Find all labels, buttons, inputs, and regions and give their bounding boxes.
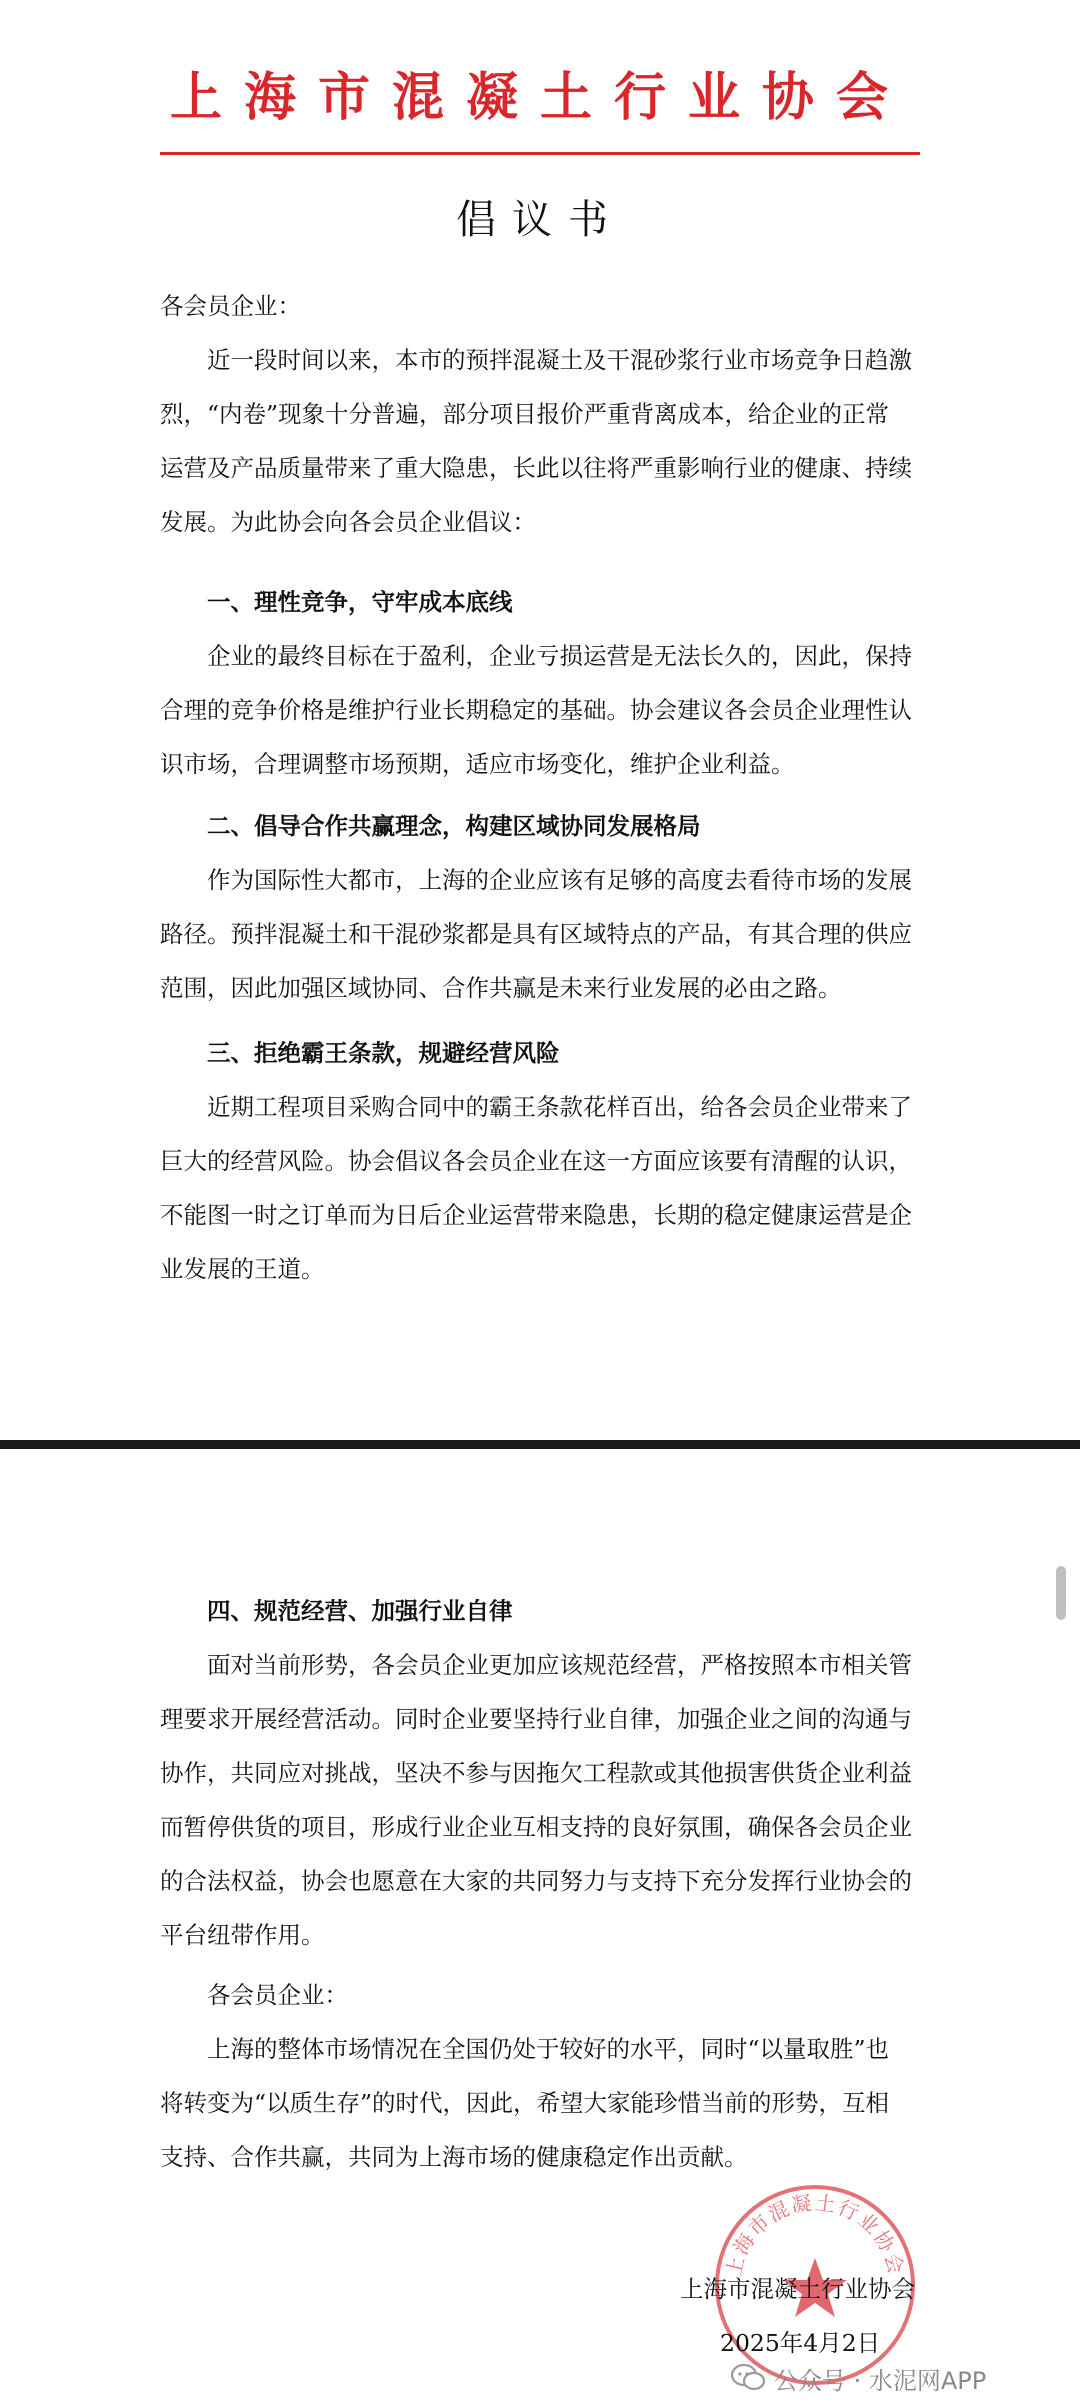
paragraph-line: 上海的整体市场情况在全国仍处于较好的水平，同时“以量取胜”也 xyxy=(207,2035,890,2063)
section-heading-2: 二、倡导合作共赢理念，构建区域协同发展格局 xyxy=(207,812,701,840)
paragraph-line: 理要求开展经营活动。同时企业要坚持行业自律，加强企业之间的沟通与 xyxy=(160,1705,912,1733)
paragraph-line: 业发展的王道。 xyxy=(160,1255,325,1283)
section-paragraph-2 xyxy=(160,853,930,1015)
intro-line: 发展。为此协会向各会员企业倡议： xyxy=(160,508,536,536)
watermark xyxy=(730,2358,986,2398)
org-letterhead-title: 上海市混凝土行业协会 xyxy=(169,67,910,128)
intro-paragraph xyxy=(160,333,930,549)
section-heading-3: 三、拒绝霸王条款，规避经营风险 xyxy=(207,1039,560,1067)
paragraph-line: 平台纽带作用。 xyxy=(160,1921,325,1949)
paragraph-line: 企业的最终目标在于盈利，企业亏损运营是无法长久的，因此，保持 xyxy=(207,642,912,670)
section-heading-4: 四、规范经营、加强行业自律 xyxy=(207,1597,513,1625)
paragraph-line: 范围，因此加强区域协同、合作共赢是未来行业发展的必由之路。 xyxy=(160,974,842,1002)
section-heading-1: 一、理性竞争，守牢成本底线 xyxy=(207,588,513,616)
intro-line: 运营及产品质量带来了重大隐患，长此以往将严重影响行业的健康、持续 xyxy=(160,454,912,482)
document-title: 倡议书 xyxy=(456,197,624,243)
paragraph-line: 合理的竞争价格是维护行业长期稳定的基础。协会建议各会员企业理性认 xyxy=(160,696,912,724)
seal-arc-text: 上海市混凝土行业协会 xyxy=(721,2190,909,2280)
paragraph-line: 支持、合作共赢，共同为上海市场的健康稳定作出贡献。 xyxy=(160,2143,748,2171)
paragraph-line: 将转变为“以质生存”的时代，因此，希望大家能珍惜当前的形势，互相 xyxy=(160,2089,890,2117)
signature-date: 2025年4月2日 xyxy=(720,2329,881,2357)
paragraph-line: 的合法权益，协会也愿意在大家的共同努力与支持下充分发挥行业协会的 xyxy=(160,1867,912,1895)
section-paragraph-4 xyxy=(160,1638,930,1962)
paragraph-line: 作为国际性大都市，上海的企业应该有足够的高度去看待市场的发展 xyxy=(207,866,912,894)
closing-paragraph xyxy=(160,2022,930,2184)
scrollbar-thumb[interactable] xyxy=(1056,1566,1066,1620)
paragraph-line: 巨大的经营风险。协会倡议各会员企业在这一方面应该要有清醒的认识， xyxy=(160,1147,912,1175)
closing-salutation: 各会员企业： xyxy=(207,1981,348,2009)
watermark-text: 公众号 · 水泥网APP xyxy=(774,2366,987,2395)
salutation: 各会员企业： xyxy=(160,292,301,320)
paragraph-line: 识市场，合理调整市场预期，适应市场变化，维护企业利益。 xyxy=(160,750,795,778)
paragraph-line: 近期工程项目采购合同中的霸王条款花样百出，给各会员企业带来了 xyxy=(207,1093,912,1121)
intro-line: 近一段时间以来，本市的预拌混凝土及干混砂浆行业市场竞争日趋激 xyxy=(207,346,912,374)
paragraph-line: 协作，共同应对挑战，坚决不参与因拖欠工程款或其他损害供货企业利益 xyxy=(160,1759,912,1787)
section-paragraph-3 xyxy=(160,1080,930,1296)
paragraph-line: 不能图一时之订单而为日后企业运营带来隐患，长期的稳定健康运营是企 xyxy=(160,1201,912,1229)
paragraph-line: 而暂停供货的项目，形成行业企业互相支持的良好氛围，确保各会员企业 xyxy=(160,1813,912,1841)
intro-line: 烈，“内卷”现象十分普遍，部分项目报价严重背离成本，给企业的正常 xyxy=(160,400,890,428)
section-paragraph-1 xyxy=(160,629,930,791)
wechat-official-account-icon xyxy=(730,2363,766,2393)
signature-organization: 上海市混凝土行业协会 xyxy=(680,2275,915,2303)
paragraph-line: 面对当前形势，各会员企业更加应该规范经营，严格按照本市相关管 xyxy=(207,1651,912,1679)
page-separator xyxy=(0,1440,1080,1449)
paragraph-line: 路径。预拌混凝土和干混砂浆都是具有区域特点的产品，有其合理的供应 xyxy=(160,920,912,948)
letterhead-red-rule xyxy=(160,152,920,155)
